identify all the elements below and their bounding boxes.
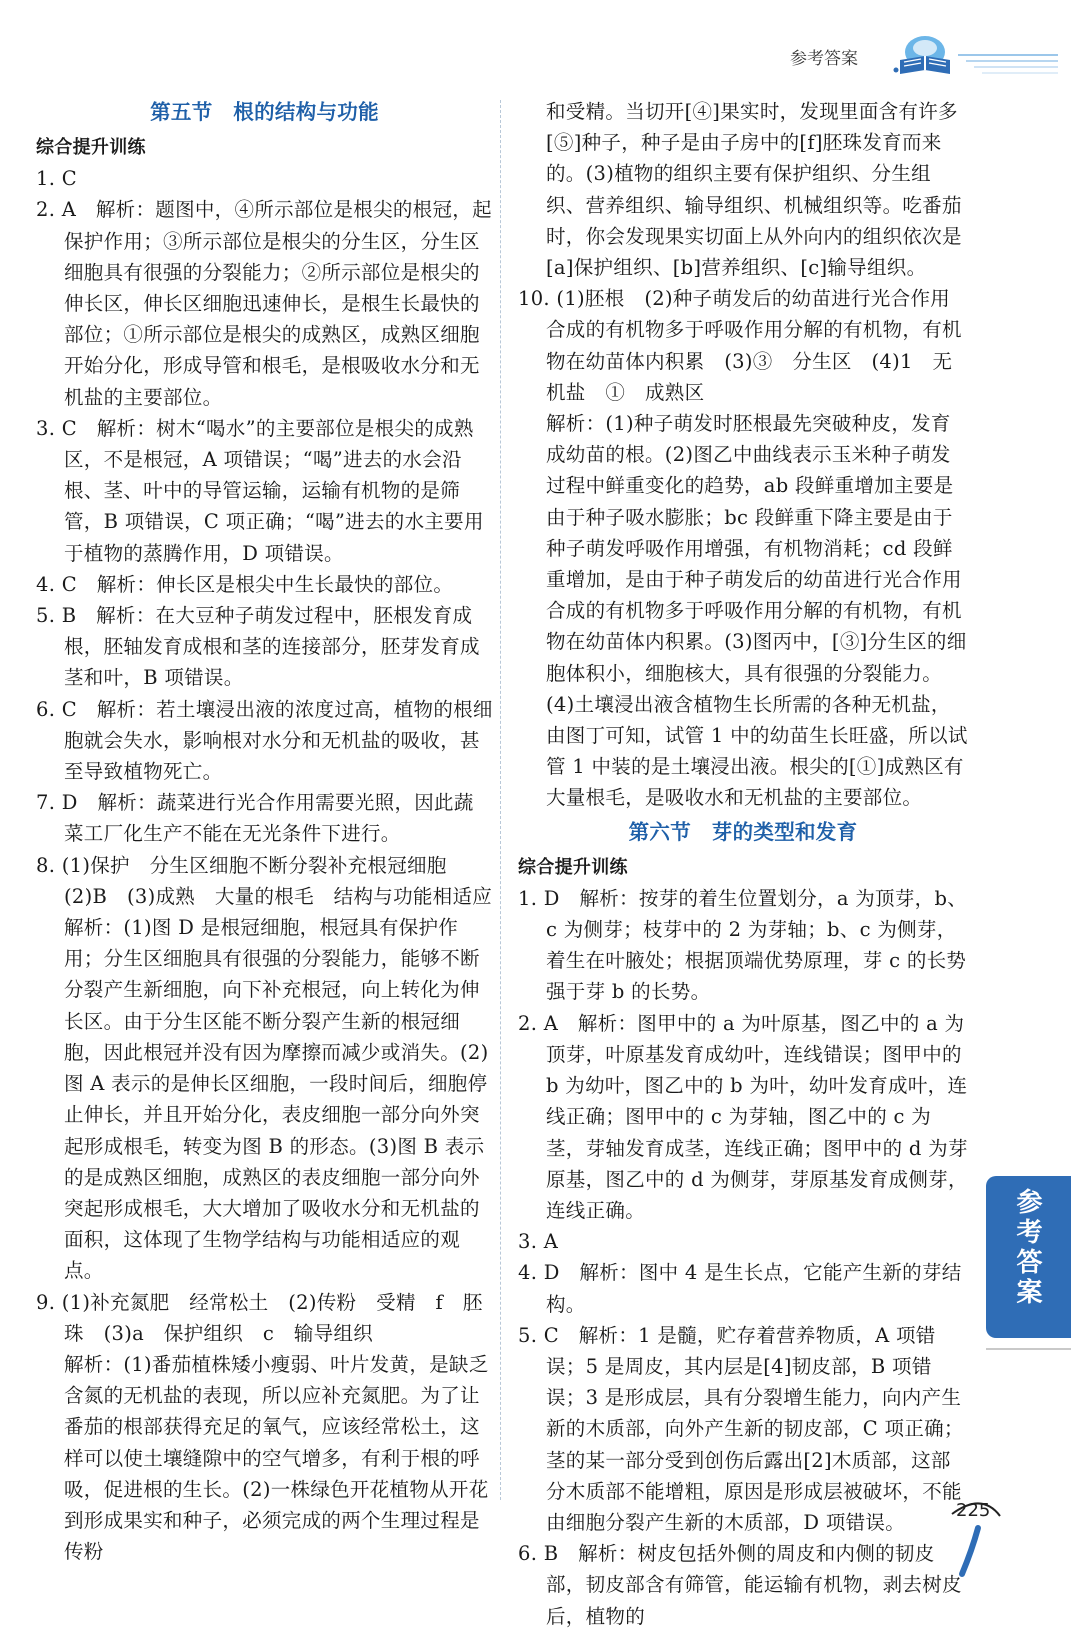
answer-item-9: 9. (1)补充氮肥 经常松土 (2)传粉 受精 f 胚珠 (3)a 保护组织 c 输导组织: [36, 1290, 483, 1345]
side-tab-label: 参考答案: [1012, 1188, 1042, 1308]
right-column: [518, 96, 968, 1632]
page-number: 225: [956, 1500, 991, 1521]
answer-item: 1. C: [36, 167, 77, 191]
answer-item: 2. A 解析：图甲中的 a 为叶原基，图乙中的 a 为顶芽，叶原基发育成幼叶，连线错误；图甲中的 b 为幼叶，图乙中的 b 为叶，幼叶发育成叶，连线正确；图甲中的 c 为芽轴，图乙中的 c 为茎，芽轴发育成茎，连线正确；图甲中的 d 为芽原基，图乙中的 d 为侧芽，芽原基发育成侧芽，连线正确。: [518, 1011, 968, 1222]
side-tab-answers[interactable]: [986, 1176, 1071, 1338]
subheading-training: 综合提升训练: [36, 137, 146, 158]
answer-item: 5. B 解析：在大豆种子萌发过程中，胚根发育成根，胚轴发育成根和茎的连接部分，胚芽发育成茎和叶，B 项错误。: [36, 604, 480, 690]
analysis-9: 解析：(1)番茄植株矮小瘦弱、叶片发黄，是缺乏含氮的无机盐的表现，所以应补充氮肥。为了让番茄的根部获得充足的氧气，应该经常松土，这样可以使土壤缝隙中的空气增多，有利于根的呼吸，促进根的生长。(2)一株绿色开花植物从开花到形成果实和种子，必须完成的两个生理过程是传粉: [64, 1352, 489, 1564]
header-stripes-decoration: [958, 52, 1058, 76]
answer-item: 1. D 解析：按芽的着生位置划分，a 为顶芽，b、c 为侧芽；枝芽中的 2 为芽轴；b、c 为侧芽，着生在叶腋处；根据顶端优势原理，芽 c 的长势强于芽 b 的长势。: [518, 886, 968, 1004]
answer-item: 2. A 解析：题图中，④所示部位是根尖的根冠，起保护作用；③所示部位是根尖的分生区，分生区细胞具有很强的分裂能力；②所示部位是根尖的伸长区，伸长区细胞迅速伸长，是根生长最快的部位；①所示部位是根尖的成熟区，成熟区细胞开始分化，形成导管和根毛，是根吸收水分和无机盐的主要部位。: [36, 198, 492, 409]
subheading-training: 综合提升训练: [518, 856, 628, 878]
tab-underline: [986, 1348, 1071, 1350]
answer-item: 8. (1)保护 分生区细胞不断分裂补充根冠细胞 (2)B (3)成熟 大量的根毛 结构与功能相适应: [36, 853, 493, 908]
answer-item: 7. D 解析：蔬菜进行光合作用需要光照，因此蔬菜工厂化生产不能在无光条件下进行。: [36, 791, 474, 846]
answer-item: 6. C 解析：若土壤浸出液的浓度过高，植物的根细胞就会失水，影响根对水分和无机盐的吸收，甚至导致植物死亡。: [36, 697, 493, 784]
answer-item: 4. D 解析：图中 4 是生长点，它能产生新的芽结构。: [518, 1261, 962, 1316]
answer-item: 3. A: [518, 1230, 559, 1254]
section-title-5: 第五节 根的结构与功能: [150, 100, 379, 124]
section-title-6: 第六节 芽的类型和发育: [628, 819, 858, 844]
book-logo-icon: [890, 30, 960, 80]
answer-item: 3. C 解析：树木“喝水”的主要部位是根尖的成熟区，不是根冠，A 项错误；“喝”进去的水会沿根、茎、叶中的导管运输，运输有机物的是筛管，B 项错误，C 项正确；“喝”进去的水主要用于植物的蒸腾作用，D 项错误。: [36, 416, 484, 565]
header-label: 参考答案: [790, 49, 858, 69]
answer-item: 4. C 解析：伸长区是根尖中生长最快的部位。: [36, 572, 454, 596]
column-divider: [500, 100, 501, 1500]
analysis-10: 解析：(1)种子萌发时胚根最先突破种皮，发育成幼苗的根。(2)图乙中曲线表示玉米种子萌发过程中鲜重变化的趋势，ab 段鲜重增加主要是由于种子吸水膨胀；bc 段鲜重下降主要是由于种子萌发呼吸作用增强，有机物消耗；cd 段鲜重增加，是由于种子萌发后的幼苗进行光合作用合成的有机物多于呼吸作用分解的有机物，有机物在幼苗体内积累。(3)图丙中，[③]分生区的细胞体积小，细胞核大，具有很强的分裂能力。(4)土壤浸出液含植物生长所需的各种无机盐，由图丁可知，试管 1 中的幼苗生长旺盛，所以试管 1 中装的是土壤浸出液。根尖的[①]成熟区有大量根毛，是吸收水和无机盐的主要部位。: [546, 412, 968, 810]
left-column: [36, 96, 493, 1567]
answer-item: 5. C 解析：1 是髓，贮存着营养物质，A 项错误；5 是周皮，其内层是[4]韧皮部，B 项错误；3 是形成层，具有分裂增生能力，向内产生新的木质部，向外产生新的韧皮部，C 项正确；茎的某一部分受到创伤后露出[2]木质部，这部分木质部不能增粗，原因是形成层被破坏，不能由细胞分裂产生新的木质部，D 项错误。: [518, 1323, 964, 1534]
analysis-9-continued: 和受精。当切开[④]果实时，发现里面含有许多[⑤]种子，种子是由子房中的[f]胚珠发育而来的。(3)植物的组织主要有保护组织、分生组织、营养组织、输导组织、机械组织等。吃番茄时，你会发现果实切面上从外向内的组织依次是[a]保护组织、[b]营养组织、[c]输导组织。: [546, 100, 962, 280]
answer-item-10: 10. (1)胚根 (2)种子萌发后的幼苗进行光合作用合成的有机物多于呼吸作用分解的有机物，有机物在幼苗体内积累 (3)③ 分生区 (4)1 无机盐 ① 成熟区: [518, 287, 962, 404]
analysis-8: 解析：(1)图 D 是根冠细胞，根冠具有保护作用；分生区细胞具有很强的分裂能力，能够不断分裂产生新细胞，向下补充根冠，向上转化为伸长区。由于分生区能不断分裂产生新的根冠细胞，因此根冠并没有因为摩擦而减少或消失。(2)图 A 表示的是伸长区细胞，一段时间后，细胞停止伸长，并且开始分化，表皮细胞一部分向外突起形成根毛，转变为图 B 的形态。(3)图 B 表示的是成熟区细胞，成熟区的表皮细胞一部分向外突起形成根毛，大大增加了吸收水分和无机盐的面积，这体现了生物学结构与功能相适应的观点。: [64, 916, 489, 1283]
answer-item: 6. B 解析：树皮包括外侧的周皮和内侧的韧皮部，韧皮部含有筛管，能运输有机物，剥去树皮后，植物的: [518, 1542, 962, 1628]
